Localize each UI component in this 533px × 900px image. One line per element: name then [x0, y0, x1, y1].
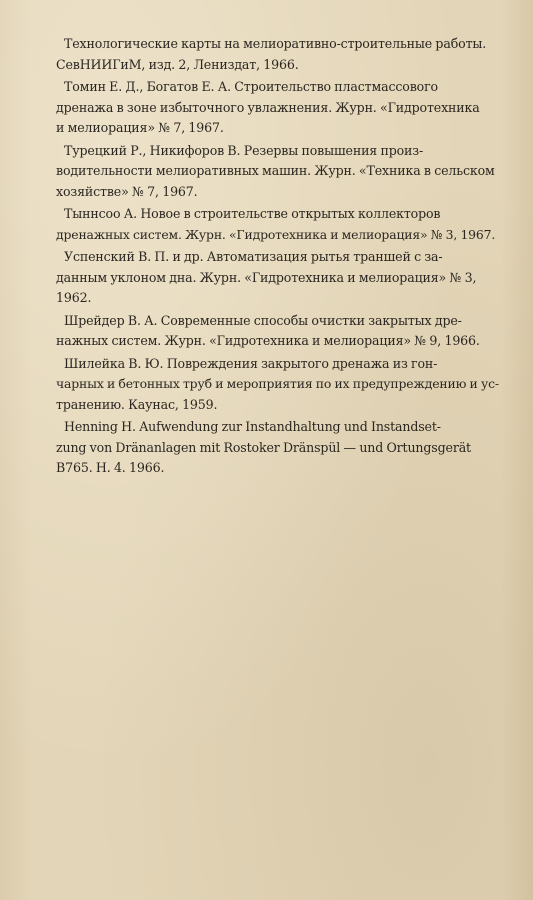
entry-line: Технологические карты на мелиоративно-строительные работы.: [64, 36, 487, 51]
entry-line: дренажа в зоне избыточного увлажнения. Журн. «Гидротехника: [56, 99, 480, 115]
bibliography-list: [56, 34, 501, 481]
entry-line: Henning H. Aufwendung zur Instandhaltung und Instandset-: [64, 419, 441, 434]
entry-line: нажных систем. Журн. «Гидротехника и мелиорация» № 9, 1966.: [56, 333, 480, 348]
entry-line: водительности мелиоративных машин. Журн. «Техника в сельском: [56, 163, 495, 178]
entry-line: Тыннсоо А. Новое в строительстве открытых коллекторов: [64, 206, 441, 221]
bibliography-entry: [56, 204, 501, 245]
entry-line: Шилейка В. Ю. Повреждения закрытого дренажа из гон-: [64, 355, 438, 371]
bibliography-entry: [56, 417, 501, 479]
entry-line: СевНИИГиМ, изд. 2, Лениздат, 1966.: [56, 56, 299, 72]
entry-line: данным уклоном дна. Журн. «Гидротехника и мелиорация» № 3,: [56, 269, 477, 285]
bibliography-entry: [56, 247, 501, 309]
entry-line: дренажных систем. Журн. «Гидротехника и мелиорация» № 3, 1967.: [56, 226, 496, 242]
bibliography-entry: [56, 354, 501, 416]
entry-line: Успенский В. П. и др. Автоматизация рытья траншей с за-: [64, 249, 443, 264]
entry-line: и мелиорация» № 7, 1967.: [56, 120, 224, 135]
bibliography-entry: [56, 311, 501, 352]
entry-line: B765. H. 4. 1966.: [56, 460, 165, 475]
bibliography-entry: [56, 34, 501, 75]
entry-line: транению. Каунас, 1959.: [56, 396, 218, 412]
bibliography-entry: [56, 77, 501, 139]
entry-line: Шрейдер В. А. Современные способы очистки закрытых дре-: [64, 312, 462, 328]
entry-line: хозяйстве» № 7, 1967.: [56, 183, 198, 199]
bibliography-entry: [56, 141, 501, 203]
entry-line: zung von Dränanlagen mit Rostoker Dränspül — und Ortungsgerät: [56, 439, 471, 455]
entry-line: Томин Е. Д., Богатов Е. А. Строительство пластмассового: [64, 79, 438, 94]
entry-line: Турецкий Р., Никифоров В. Резервы повышения произ-: [64, 142, 424, 158]
entry-line: чарных и бетонных труб и мероприятия по их предупреждению и ус-: [56, 376, 499, 391]
entry-line: 1962.: [56, 290, 92, 305]
